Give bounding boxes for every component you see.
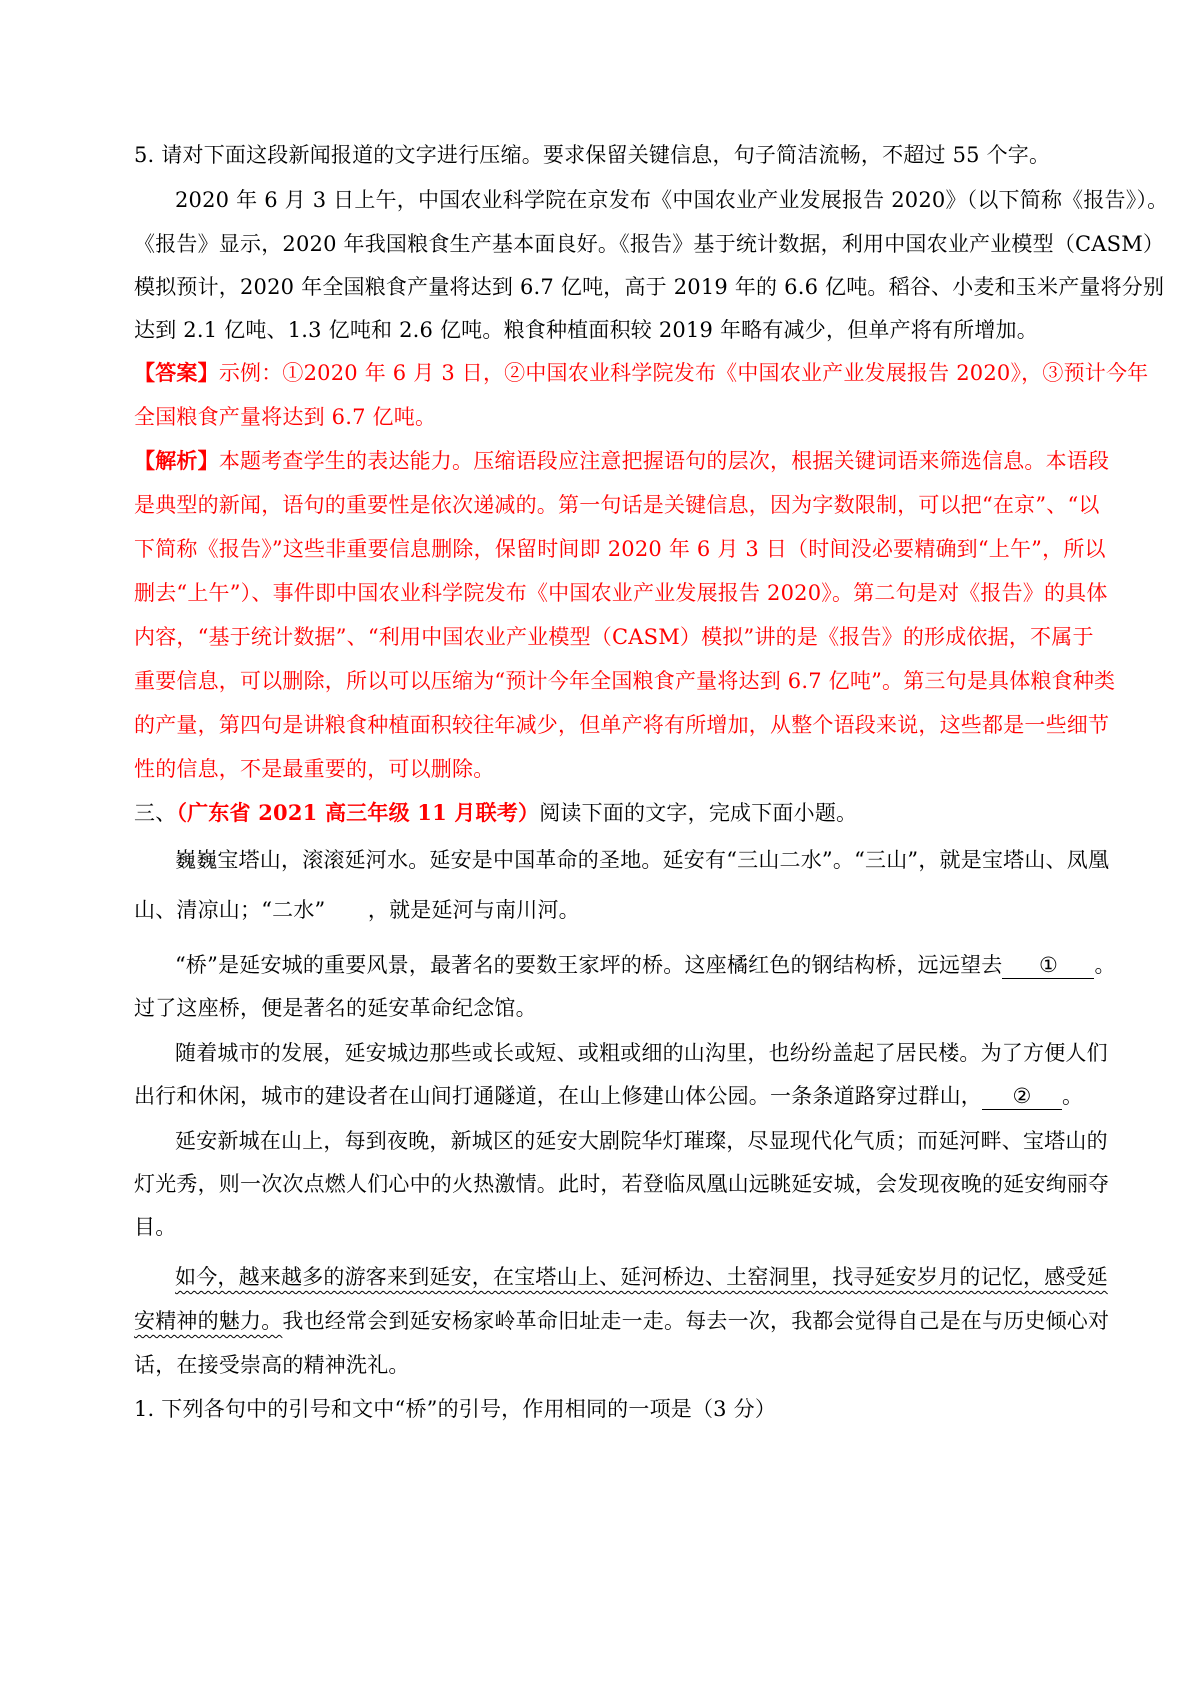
reading-line [175,950,1135,980]
reading-line: 过了这座桥，便是著名的延安革命纪念馆。 [134,996,537,1020]
reading-line: 话，在接受崇高的精神洗礼。 [134,1353,410,1377]
answer-text: 示例：①2020 年 6 月 3 日，②中国农业科学院发布《中国农业产业发展报告 2020》，③预计今年 [218,361,1149,385]
reading-line [134,1306,1110,1336]
reading-line: 目。 [134,1215,177,1239]
answer-line: 全国粮食产量将达到 6.7 亿吨。 [134,405,437,429]
analysis-line: 下简称《报告》”这些非重要信息删除，保留时间即 2020 年 6 月 3 日（时间没必要精确到“上午”，所以 [134,537,1106,561]
blank-1: ① [1002,952,1094,979]
wavy-underlined-text: 安精神的魅力。 [134,1309,283,1333]
analysis-line [134,446,1110,476]
analysis-line: 的产量，第四句是讲粮食种植面积较往年减少，但单产将有所增加，从整个语段来说，这些都是一些细节 [134,713,1110,737]
wavy-underlined-text: 如今，越来越多的游客来到延安，在宝塔山上、延河桥边、土窑洞里，找寻延安岁月的记忆，感受延 [175,1265,1108,1289]
answer-line [134,358,1149,388]
reading-text: “桥”是延安城的重要风景，最著名的要数王家坪的桥。这座橘红色的钢结构桥，远远望去 [175,953,1003,977]
question-5-prompt: 5. 请对下面这段新闻报道的文字进行压缩。要求保留关键信息，句子简洁流畅，不超过 55 个字。 [134,143,1051,167]
blank-2: ② [982,1083,1062,1110]
reading-line: 延安新城在山上，每到夜晚，新城区的延安大剧院华灯璀璨，尽显现代化气质；而延河畔、宝塔山的 [175,1129,1108,1153]
reading-text: 。 [1062,1084,1084,1108]
section-instruction: 阅读下面的文字，完成下面小题。 [539,801,858,825]
analysis-line: 重要信息，可以删除，所以可以压缩为“预计今年全国粮食产量将达到 6.7 亿吨”。第三句是具体粮食种类 [134,669,1116,693]
analysis-line: 性的信息，不是最重要的，可以删除。 [134,757,495,781]
answer-tag: 【答案】 [134,360,219,385]
analysis-line: 内容，“基于统计数据”、“利用中国农业产业模型（CASM）模拟”讲的是《报告》的形成依据，不属于 [134,625,1094,649]
section-heading [134,798,1094,828]
analysis-line: 是典型的新闻，语句的重要性是依次递减的。第一句话是关键信息，因为字数限制，可以把“在京”、“以 [134,493,1100,517]
question-1: 1. 下列各句中的引号和文中“桥”的引号，作用相同的一项是（3 分） [134,1397,777,1421]
reading-line [134,1081,1094,1111]
section-source: （广东省 2021 高三年级 11 月联考） [176,800,540,825]
analysis-tag: 【解析】 [134,448,219,473]
reading-line: 山、清凉山；“二水” ，就是延河与南川河。 [134,898,580,922]
passage-line: 2020 年 6 月 3 日上午，中国农业科学院在京发布《中国农业产业发展报告 2020》（以下简称《报告》）。 [175,188,1169,212]
passage-line: 达到 2.1 亿吨、1.3 亿吨和 2.6 亿吨。粮食种植面积较 2019 年略有减少，但单产将有所增加。 [134,318,1038,342]
reading-line: 巍巍宝塔山，滚滚延河水。延安是中国革命的圣地。延安有“三山二水”。“三山”，就是宝塔山、凤凰 [175,848,1110,872]
reading-line: 灯光秀，则一次次点燃人们心中的火热激情。此时，若登临凤凰山远眺延安城，会发现夜晚的延安绚丽夺 [134,1172,1110,1196]
reading-line [175,1262,1135,1292]
analysis-line: 删去“上午”）、事件即中国农业科学院发布《中国农业产业发展报告 2020》。第二句是对《报告》的具体 [134,581,1108,605]
section-number: 三、 [134,801,177,825]
passage-line: 《报告》显示，2020 年我国粮食生产基本面良好。《报告》基于统计数据，利用中国农业产业模型（CASM） [134,232,1165,256]
reading-line: 随着城市的发展，延安城边那些或长或短、或粗或细的山沟里，也纷纷盖起了居民楼。为了方便人们 [175,1041,1108,1065]
reading-text: 。 [1094,953,1116,977]
passage-line: 模拟预计，2020 年全国粮食产量将达到 6.7 亿吨，高于 2019 年的 6.6 亿吨。稻谷、小麦和玉米产量将分别 [134,275,1165,299]
reading-text: 出行和休闲，城市的建设者在山间打通隧道，在山上修建山体公园。一条条道路穿过群山， [134,1084,982,1108]
reading-text: 我也经常会到延安杨家岭革命旧址走一走。每去一次，我都会觉得自己是在与历史倾心对 [282,1309,1110,1333]
analysis-text: 本题考查学生的表达能力。压缩语段应注意把握语句的层次，根据关键词语来筛选信息。本语段 [218,449,1110,473]
